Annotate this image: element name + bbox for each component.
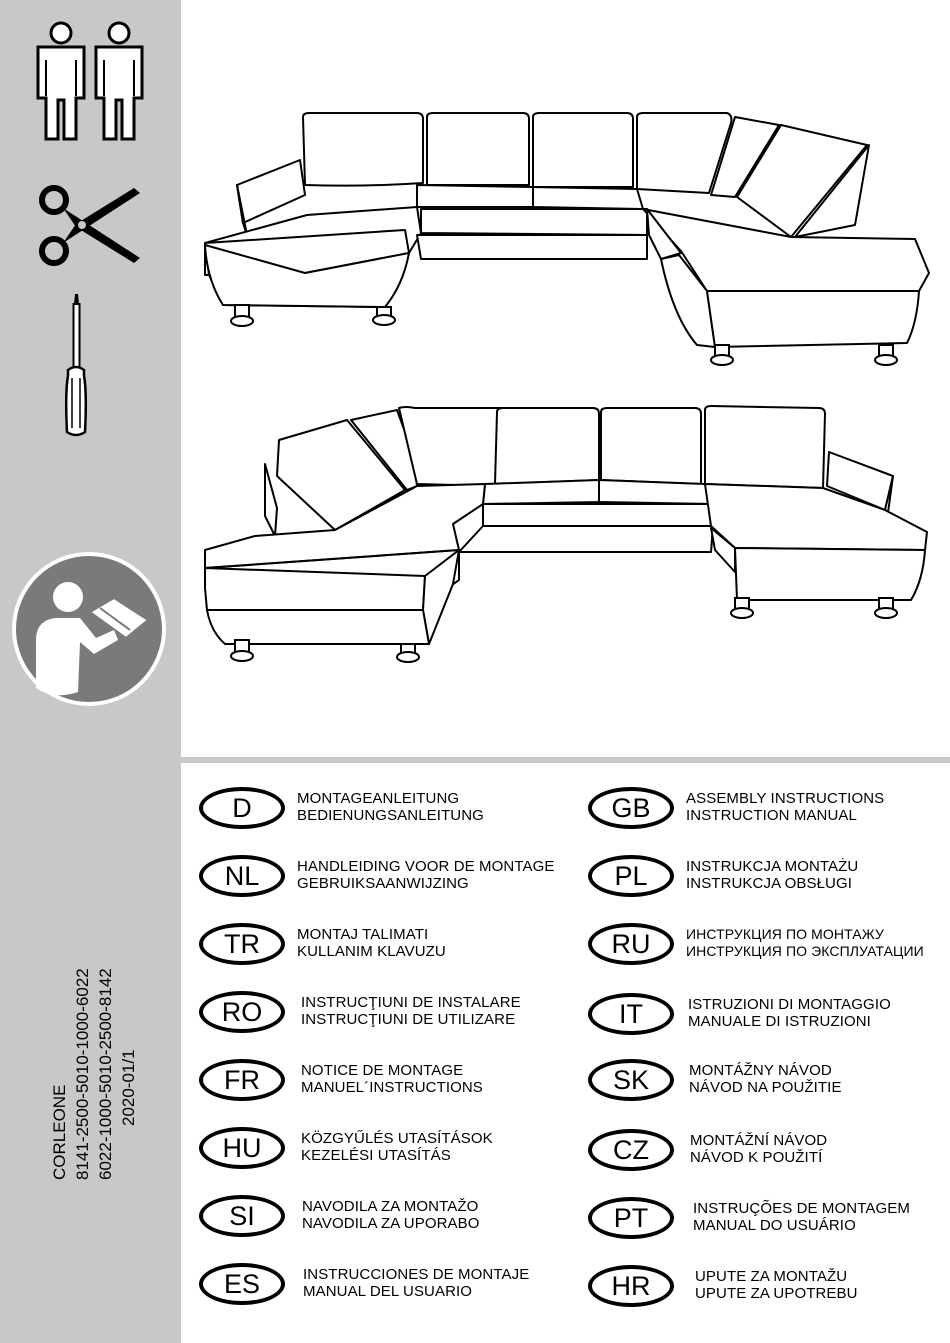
language-line-2: KEZELÉSI UTASÍTÁS xyxy=(301,1147,451,1164)
sofa-illustration-2 xyxy=(195,400,935,668)
language-line-1: ИНСТРУКЦИЯ ПО МОНТАЖУ xyxy=(686,926,885,942)
language-line-2: NÁVOD K POUŽITÍ xyxy=(690,1149,823,1166)
language-line-1: INSTRUCŢIUNI DE INSTALARE xyxy=(301,994,521,1011)
language-line-2: MANUAL DEL USUARIO xyxy=(303,1283,473,1300)
language-line-2: INSTRUCŢIUNI DE UTILIZARE xyxy=(301,1011,516,1028)
language-line-2: GEBRUIKSAANWIJZING xyxy=(297,875,469,892)
language-code-badge: HR xyxy=(588,1265,674,1307)
language-code-badge: FR xyxy=(199,1059,285,1101)
language-line-2: BEDIENUNGSANLEITUNG xyxy=(297,807,484,824)
language-line-2: UPUTE ZA UPOTREBU xyxy=(695,1285,858,1302)
language-code-badge: RO xyxy=(199,991,285,1033)
language-line-1: NOTICE DE MONTAGE xyxy=(301,1062,464,1079)
language-line-1: ASSEMBLY INSTRUCTIONS xyxy=(686,790,885,807)
language-code-badge: PL xyxy=(588,855,674,897)
screwdriver-icon xyxy=(58,292,94,440)
language-line-1: ISTRUZIONI DI MONTAGGIO xyxy=(688,996,891,1013)
product-name: CORLEONE xyxy=(50,1084,69,1180)
language-code-badge: PT xyxy=(588,1197,674,1239)
language-code-badge: HU xyxy=(199,1127,285,1169)
language-code-badge: SI xyxy=(199,1195,285,1237)
scissors-icon xyxy=(38,183,142,268)
language-line-2: MANUALE DI ISTRUZIONI xyxy=(688,1013,871,1030)
language-line-1: MONTAJ TALIMATI xyxy=(297,926,429,943)
read-manual-icon xyxy=(10,550,168,708)
language-line-1: KÖZGYŰLÉS UTASÍTÁSOK xyxy=(301,1130,493,1147)
language-line-1: UPUTE ZA MONTAŽU xyxy=(695,1268,848,1285)
product-code-1: 8141-2500-5010-1000-6022 xyxy=(73,968,92,1180)
language-code-badge: IT xyxy=(588,993,674,1035)
language-line-2: MANUAL DO USUÁRIO xyxy=(693,1217,856,1234)
language-line-2: NÁVOD NA POUŽITIE xyxy=(689,1079,842,1096)
language-code-badge: NL xyxy=(199,855,285,897)
language-code-badge: SK xyxy=(588,1059,674,1101)
language-code-badge: D xyxy=(199,787,285,829)
language-line-2: INSTRUKCJA OBSŁUGI xyxy=(686,875,853,892)
language-line-2: ИНСТРУКЦИЯ ПО ЭКСПЛУАТАЦИИ xyxy=(686,943,924,959)
product-info xyxy=(48,880,144,1180)
language-code-badge: GB xyxy=(588,787,674,829)
sofa-illustration-1 xyxy=(195,105,935,375)
language-line-2: KULLANIM KLAVUZU xyxy=(297,943,446,960)
language-code-badge: RU xyxy=(588,923,674,965)
language-line-1: NAVODILA ZA MONTAŽO xyxy=(302,1198,479,1215)
language-code-badge: TR xyxy=(199,923,285,965)
language-line-1: INSTRUCCIONES DE MONTAJE xyxy=(303,1266,530,1283)
language-line-1: MONTAGEANLEITUNG xyxy=(297,790,460,807)
product-version: 2020-01/1 xyxy=(119,1049,138,1126)
language-line-1: MONTÁŽNY NÁVOD xyxy=(689,1062,832,1079)
language-code-badge: ES xyxy=(199,1263,285,1305)
language-line-1: INSTRUÇÕES DE MONTAGEM xyxy=(693,1200,910,1217)
two-persons-icon xyxy=(32,20,148,142)
language-line-1: INSTRUKCJA MONTAŻU xyxy=(686,858,859,875)
language-line-2: MANUEL´INSTRUCTIONS xyxy=(301,1079,483,1096)
language-line-2: NAVODILA ZA UPORABO xyxy=(302,1215,480,1232)
language-line-2: INSTRUCTION MANUAL xyxy=(686,807,857,824)
product-code-2: 6022-1000-5010-2500-8142 xyxy=(96,968,115,1180)
language-code-badge: CZ xyxy=(588,1129,674,1171)
language-line-1: HANDLEIDING VOOR DE MONTAGE xyxy=(297,858,555,875)
language-line-1: MONTÁŽNÍ NÁVOD xyxy=(690,1132,828,1149)
